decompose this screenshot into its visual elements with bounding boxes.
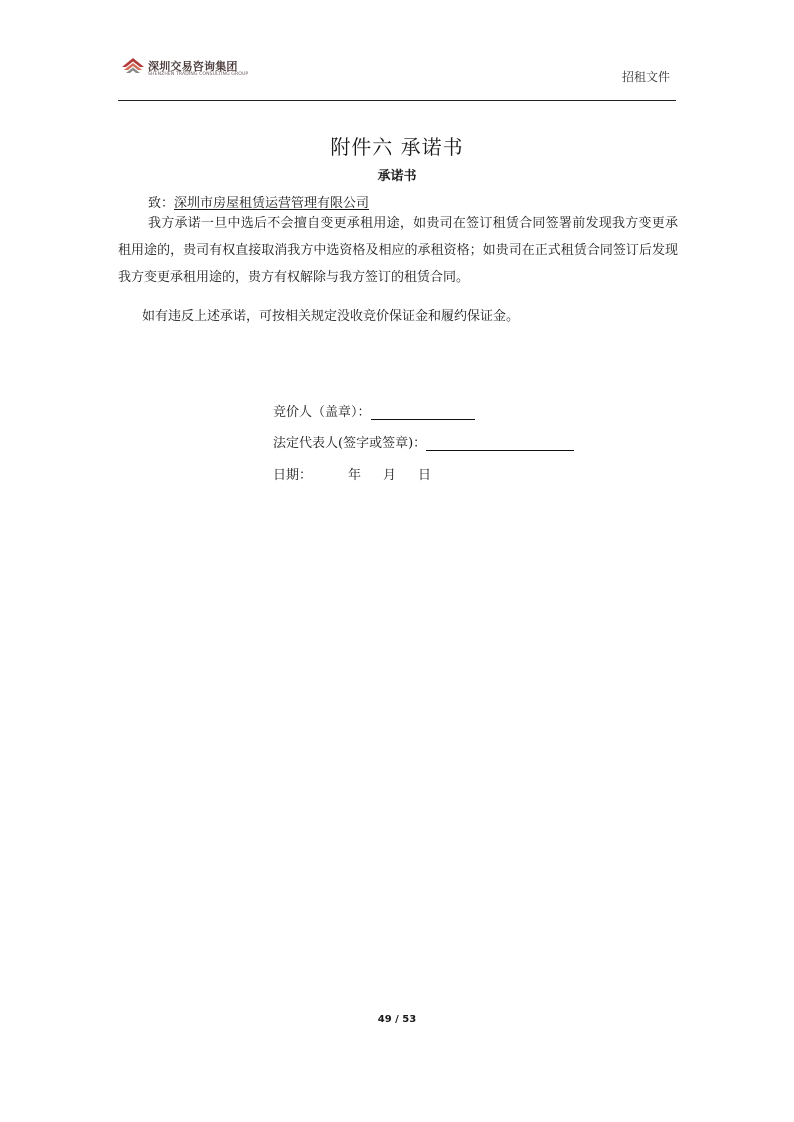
header-divider	[118, 100, 676, 101]
company-logo	[120, 55, 280, 83]
addressee-line	[148, 192, 369, 211]
bidder-label: 竞价人（盖章）：	[273, 405, 371, 420]
page-title: 附件六 承诺书	[330, 135, 464, 159]
date-row	[273, 464, 431, 483]
page-subtitle: 承诺书	[377, 169, 417, 184]
logo-text-en: SHENZHEN TRADING CONSULTING GROUP	[148, 72, 249, 77]
date-day: 日	[418, 468, 432, 483]
date-month: 月	[383, 468, 397, 483]
bidder-signature-row	[273, 401, 475, 420]
page-number: 49 / 53	[377, 1014, 417, 1025]
legal-rep-signature-row	[273, 432, 574, 451]
date-year: 年	[348, 468, 362, 483]
commitment-paragraph: 我方承诺一旦中选后不会擅自变更承租用途，如贵司在签订租赁合同签署前发现我方变更承租用途的，贵司有权直接取消我方中选资格及相应的承租资格；如贵司在正式租赁合同签订后发现我方变更承租用途的，贵方有权解除与我方签订的租赁合同。	[118, 216, 678, 285]
penalty-paragraph: 如有违反上述承诺，可按相关规定没收竞价保证金和履约保证金。	[142, 309, 520, 324]
legal-rep-label: 法定代表人(签字或签章)：	[273, 436, 427, 451]
addressee-company: 深圳市房屋租赁运营管理有限公司	[174, 196, 370, 211]
logo-mark-icon	[120, 55, 146, 81]
document-type-label: 招租文件	[621, 70, 670, 84]
legal-rep-signature-blank[interactable]	[426, 436, 574, 451]
logo-text-cn: 深圳交易咨询集团	[148, 60, 238, 73]
date-label: 日期：	[273, 468, 313, 483]
addressee-prefix: 致：	[148, 196, 175, 211]
bidder-seal-blank[interactable]	[371, 405, 475, 420]
